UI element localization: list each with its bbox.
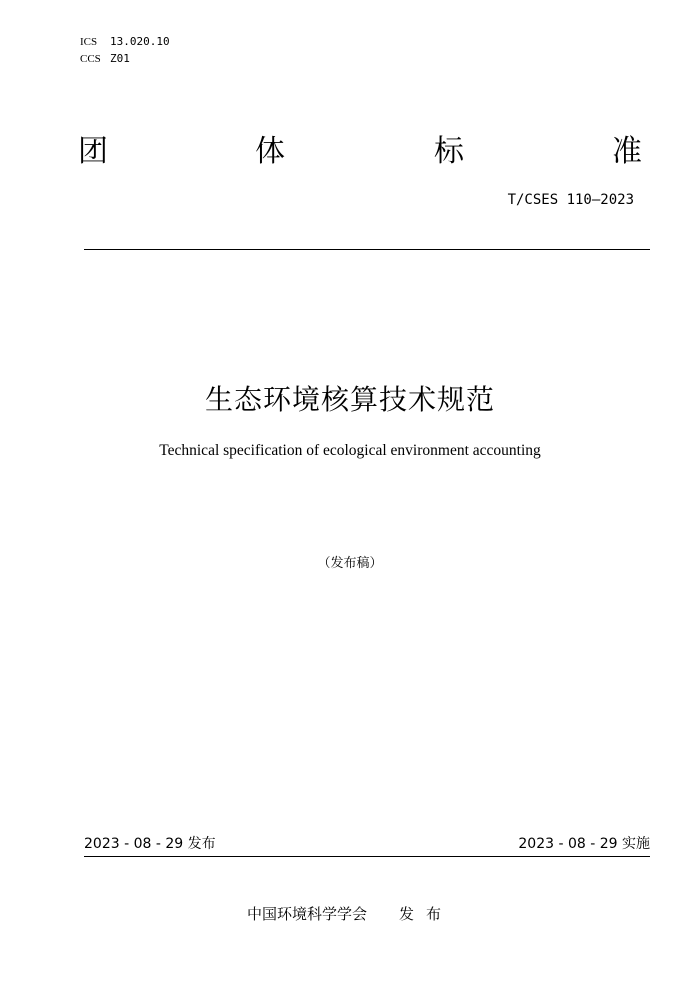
- implementation-date: 2023 - 08 - 29 实施: [518, 836, 650, 852]
- ics-row: [80, 35, 170, 49]
- heading-char-4: 准: [612, 134, 642, 169]
- title-english: Technical specification of ecological environment accounting: [159, 442, 541, 459]
- ccs-row: [80, 52, 130, 66]
- standard-number: T/CSES 110—2023: [507, 192, 634, 208]
- ccs-label: CCS: [80, 53, 101, 65]
- title-chinese: 生态环境核算技术规范: [204, 383, 495, 416]
- ics-code: 13.020.10: [110, 35, 170, 48]
- heading-char-1: 团: [78, 134, 108, 169]
- publish-label: 发布: [399, 905, 454, 923]
- heading-char-3: 标: [434, 134, 464, 169]
- ics-label: ICS: [80, 36, 98, 48]
- draft-status: （发布稿）: [317, 556, 383, 571]
- release-date: 2023 - 08 - 29 发布: [84, 836, 216, 852]
- heading-char-2: 体: [255, 134, 285, 169]
- publisher-line: [0, 904, 700, 924]
- header-divider: [84, 249, 650, 250]
- publisher-name: 中国环境科学学会: [246, 905, 367, 923]
- ccs-code: Z01: [110, 52, 130, 65]
- footer-divider: [84, 856, 650, 857]
